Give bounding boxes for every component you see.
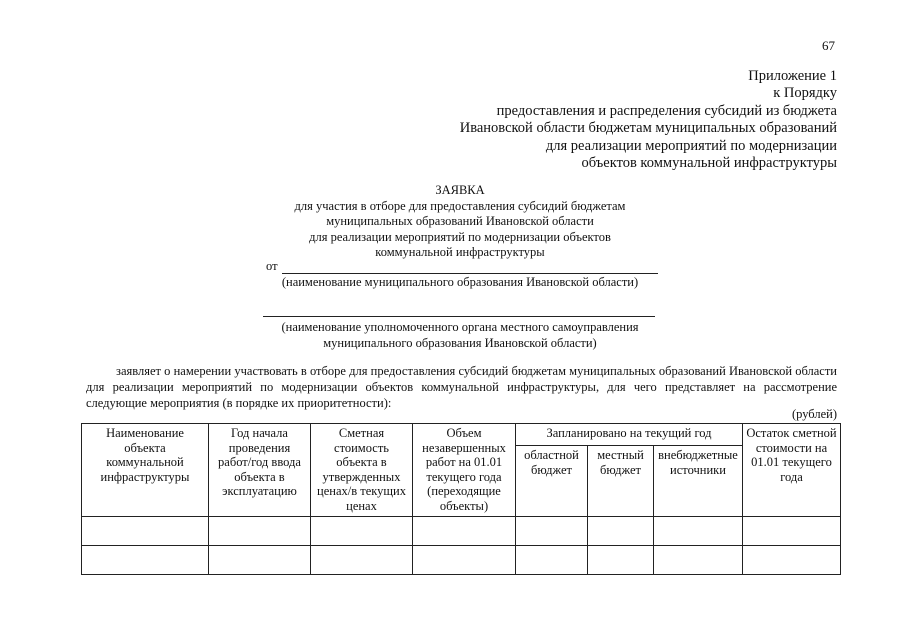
header-estimated-cost: Сметная стоимость объекта в утвержденных ценах/в текущих ценах (311, 424, 413, 517)
appendix-line: предоставления и распределения субсидий из бюджета (496, 102, 837, 119)
appendix-header (460, 68, 837, 172)
table-cell[interactable] (311, 516, 413, 545)
appendix-line: Приложение 1 (748, 68, 837, 84)
header-start-year: Год начала проведения работ/год ввода объекта в эксплуатацию (209, 424, 311, 517)
header-planned-current-year: Запланировано на текущий год (516, 424, 743, 446)
table-row (82, 545, 841, 574)
statement-paragraph: заявляет о намерении участвовать в отборе для предоставления субсидий бюджетам муниципальных образований Ивановской области для реализации мероприятий по модернизации объектов коммунальной инфраструктуры, для чего представляет на рассмотрение следующие мероприятия (в порядке их приоритетности): (86, 364, 837, 410)
application-title: ЗАЯВКА (435, 183, 485, 197)
application-subtitle-line: муниципальных образований Ивановской области (326, 214, 594, 229)
header-object-name: Наименование объекта коммунальной инфраструктуры (82, 424, 209, 517)
table-cell[interactable] (654, 545, 743, 574)
table-cell[interactable] (209, 545, 311, 574)
header-remaining-cost: Остаток сметной стоимости на 01.01 текущего года (743, 424, 841, 517)
table-cell[interactable] (516, 516, 588, 545)
from-label: от (266, 259, 278, 273)
authority-caption (240, 320, 680, 351)
header-regional-budget: областной бюджет (516, 446, 588, 516)
table-cell[interactable] (654, 516, 743, 545)
table-cell[interactable] (743, 516, 841, 545)
appendix-line: к Порядку (773, 85, 837, 102)
authority-fill-line[interactable] (263, 316, 655, 317)
application-title-block (180, 183, 740, 261)
header-local-budget: местный бюджет (588, 446, 654, 516)
page-number: 67 (822, 38, 835, 53)
unit-label: (рублей) (791, 407, 837, 421)
table-cell[interactable] (209, 516, 311, 545)
table-cell[interactable] (743, 545, 841, 574)
municipality-fill-line[interactable] (282, 261, 658, 274)
authority-caption-line: муниципального образования Ивановской области) (323, 335, 597, 350)
application-subtitle-line: коммунальной инфраструктуры (375, 245, 545, 260)
application-subtitle-line: для реализации мероприятий по модернизации объектов (309, 229, 611, 244)
table-cell[interactable] (588, 545, 654, 574)
table-cell[interactable] (516, 545, 588, 574)
header-extrabudgetary: внебюджетные источники (654, 446, 743, 516)
table-cell[interactable] (413, 516, 516, 545)
appendix-line: Ивановской области бюджетам муниципальных образований (459, 120, 837, 137)
authority-caption-line: (наименование уполномоченного органа местного самоуправления (281, 320, 639, 334)
from-row (266, 259, 658, 274)
table-cell[interactable] (311, 545, 413, 574)
measures-table (81, 423, 841, 575)
municipality-caption-text: (наименование муниципального образования Ивановской области) (281, 275, 639, 289)
table-cell[interactable] (413, 545, 516, 574)
application-subtitle-line: для участия в отборе для предоставления субсидий бюджетам (294, 198, 626, 213)
municipality-caption (240, 275, 680, 291)
table-cell[interactable] (82, 545, 209, 574)
header-unfinished-volume: Объем незавершенных работ на 01.01 текущего года (переходящие объекты) (413, 424, 516, 517)
table-cell[interactable] (588, 516, 654, 545)
appendix-line: для реализации мероприятий по модернизации (545, 137, 837, 154)
table-row (82, 516, 841, 545)
table-cell[interactable] (82, 516, 209, 545)
appendix-line: объектов коммунальной инфраструктуры (581, 155, 837, 172)
